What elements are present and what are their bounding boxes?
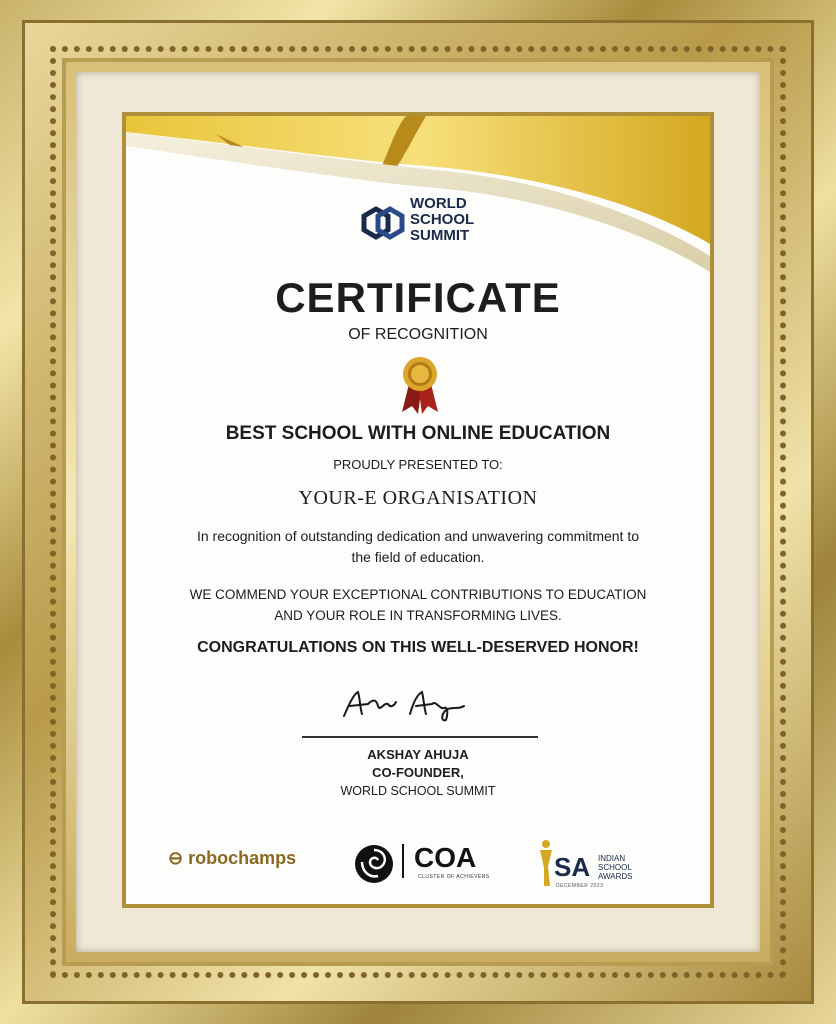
- sponsor-logos: [126, 836, 710, 896]
- organizer-wordmark: [410, 196, 474, 244]
- signatory-name: AKSHAY AHUJA: [367, 747, 469, 762]
- award-name: BEST SCHOOL WITH ONLINE EDUCATION: [225, 423, 611, 444]
- recipient-name: YOUR-E ORGANISATION: [298, 487, 538, 509]
- isa-mark: SA: [554, 852, 591, 882]
- ribbon-medal-icon: [398, 354, 442, 416]
- isa-name-line-3: AWARDS: [598, 872, 633, 881]
- signatory-role: CO-FOUNDER,: [372, 765, 464, 780]
- robochamps-wordmark: robochamps: [188, 848, 297, 868]
- signatory-block: [126, 746, 710, 800]
- coa-divider: [402, 844, 404, 878]
- recognition-text: In recognition of outstanding dedication and unwavering commitment to the field of education.: [196, 528, 640, 565]
- isa-name-line-1: INDIAN: [598, 854, 626, 863]
- organizer-line-1: WORLD: [410, 195, 467, 212]
- coa-wordmark: COA: [414, 842, 477, 873]
- presented-to-label: PROUDLY PRESENTED TO:: [333, 457, 503, 472]
- certificate-title: CERTIFICATE: [275, 274, 561, 321]
- organizer-line-3: SUMMIT: [410, 227, 470, 244]
- organizer-line-2: SCHOOL: [410, 211, 475, 228]
- certificate-paper: [122, 112, 714, 908]
- isa-name: [598, 854, 633, 881]
- isa-date: DECEMBER 2023: [556, 883, 604, 889]
- coa-spiral-icon: [352, 842, 396, 886]
- signatory-org: WORLD SCHOOL SUMMIT: [340, 784, 496, 798]
- commendation-text: WE COMMEND YOUR EXCEPTIONAL CONTRIBUTIONS TO EDUCATION AND YOUR ROLE IN TRANSFORMING LIVES.: [189, 587, 647, 623]
- signature-line: [302, 736, 538, 738]
- isa-name-line-2: SCHOOL: [598, 863, 632, 872]
- robochamps-icon: ⊖: [168, 848, 184, 868]
- coa-tagline: CLUSTER OF ACHIEVERS: [418, 874, 490, 880]
- robochamps-logo: [168, 848, 296, 869]
- handwritten-signature: [336, 684, 486, 724]
- congratulations-text: CONGRATULATIONS ON THIS WELL-DESERVED HONOR!: [197, 639, 639, 656]
- certificate-subtitle: OF RECOGNITION: [348, 326, 488, 343]
